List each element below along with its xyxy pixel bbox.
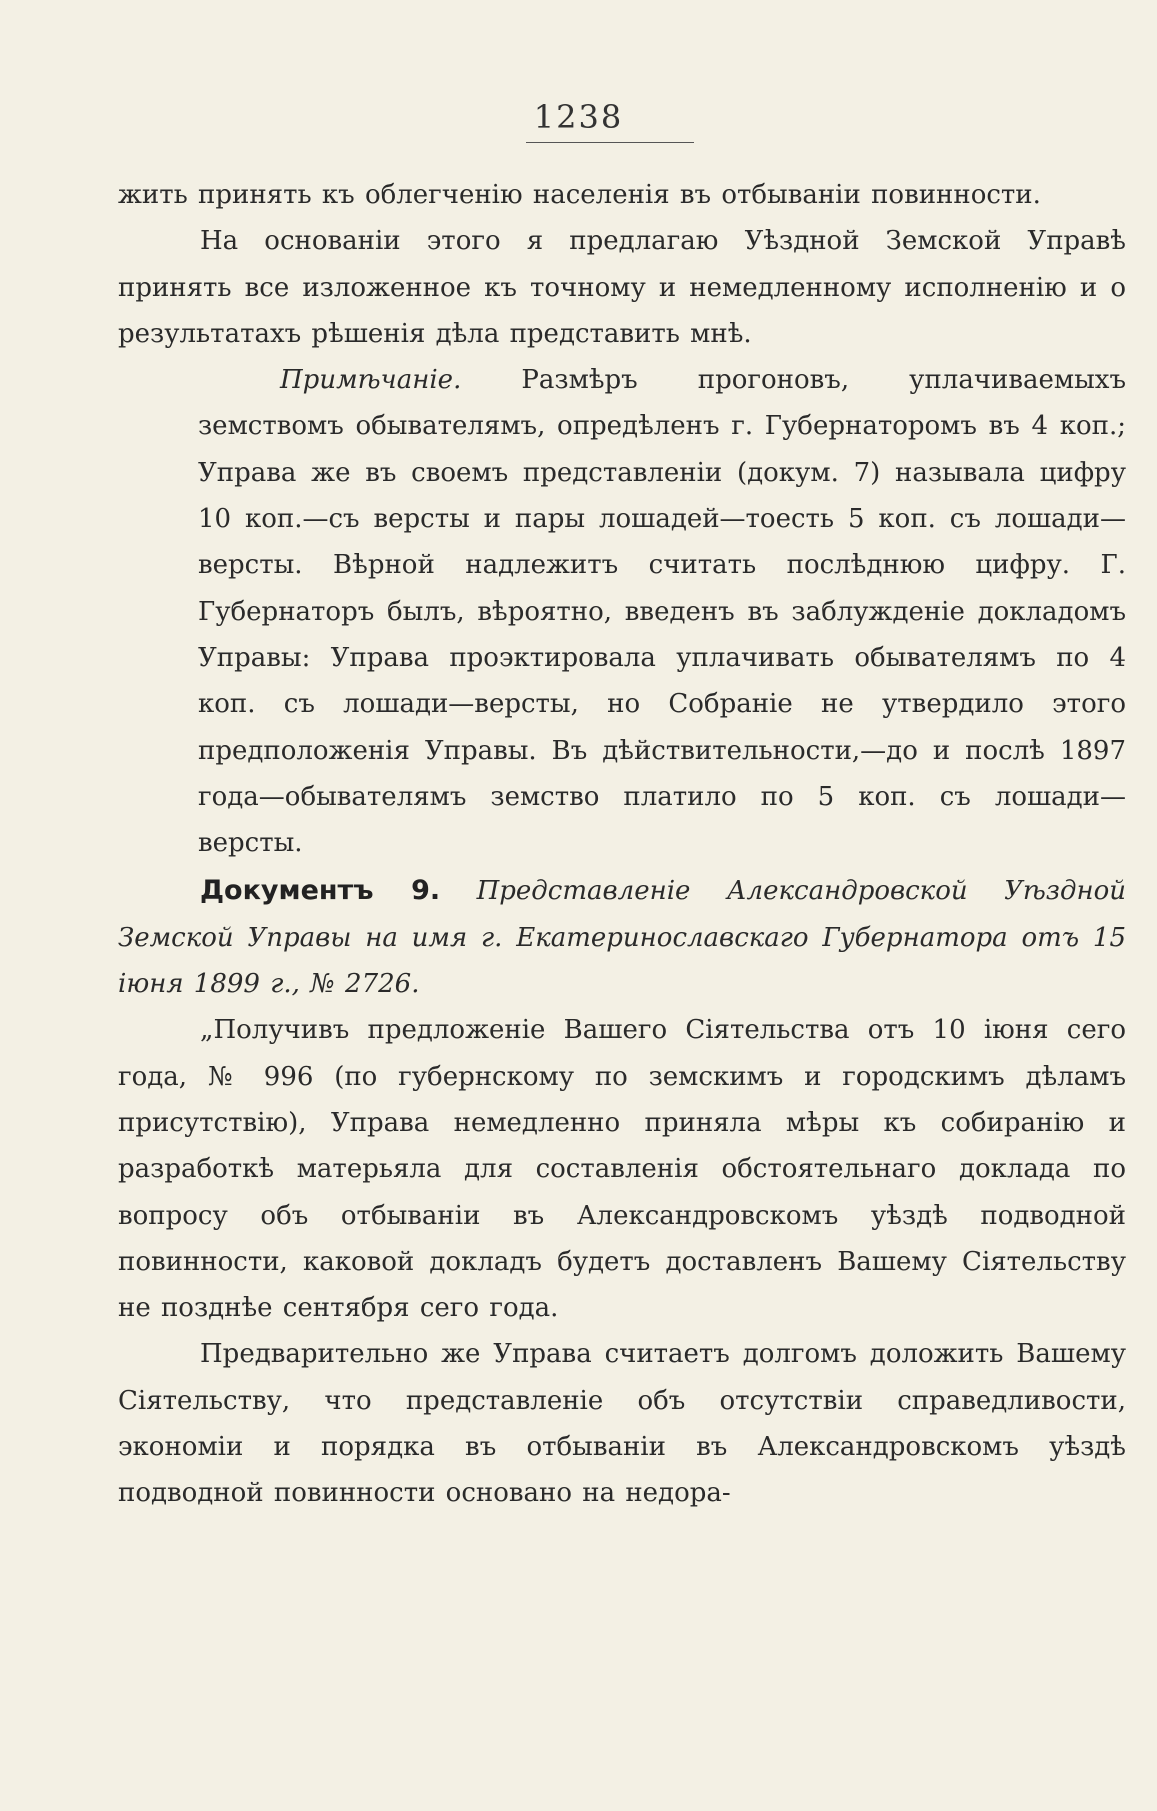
document-number: Документъ 9.	[200, 875, 441, 907]
header-rule	[526, 142, 694, 143]
document-heading	[118, 868, 1126, 1007]
note-label: Примѣчаніе.	[280, 365, 462, 396]
paragraph-proposal: На основаніи этого я предлагаю Уѣздной Земской Управѣ принять все изложенное къ точному и немедленному исполненію и о результатахъ рѣшенія дѣла представить мнѣ.	[118, 226, 1126, 349]
note-text: Размѣръ прогоновъ, уплачиваемыхъ земствомъ обывателямъ, опредѣленъ г. Губернаторомъ въ 4 коп.; Управа же въ своемъ представленіи (докум. 7) называла цифру 10 коп.—съ версты и пары лошадей—тоесть 5 коп. съ лошади—версты. Вѣрной надлежитъ считать послѣднюю цифру. Г. Губернаторъ былъ, вѣроятно, введенъ въ заблужденіе докладомъ Управы: Управа проэктировала уплачивать обывателямъ по 4 коп. съ лошади—версты, но Собраніе не утвердило этого предположенія Управы. Въ дѣйствительности,—до и послѣ 1897 года—обывателямъ земство платило по 5 коп. съ лошади—версты.	[198, 365, 1126, 859]
page-number: 1238	[533, 98, 624, 136]
paragraph-letter: „Получивъ предложеніе Вашего Сіятельства отъ 10 іюня сего года, № 996 (по губернскому по земскимъ и городскимъ дѣламъ присутствію), Управа немедленно приняла мѣры къ собиранію и разработкѣ матерьяла для составленія обстоятельнаго доклада по вопросу объ отбываніи въ Александровскомъ уѣздѣ подводной повинности, каковой докладъ будетъ доставленъ Вашему Сіятельству не позднѣе сентября сего года.	[118, 1015, 1126, 1324]
paragraph-preliminary: Предварительно же Управа считаетъ долгомъ доложить Вашему Сіятельству, что представленіе объ отсутствіи справедливости, экономіи и порядка въ отбываніи въ Александровскомъ уѣздѣ подводной повинности основано на недора-	[118, 1339, 1126, 1509]
paragraph-continuation: жить принять къ облегченію населенія въ отбываніи повинности.	[118, 180, 1041, 210]
body-text	[118, 172, 1126, 1517]
document-title: Представленіе Александровской Уѣздной Земской Управы на имя г. Екатеринославскаго Губернатора отъ 15 іюня 1899 г., № 2726.	[118, 876, 1126, 1000]
note-paragraph	[198, 357, 1126, 866]
